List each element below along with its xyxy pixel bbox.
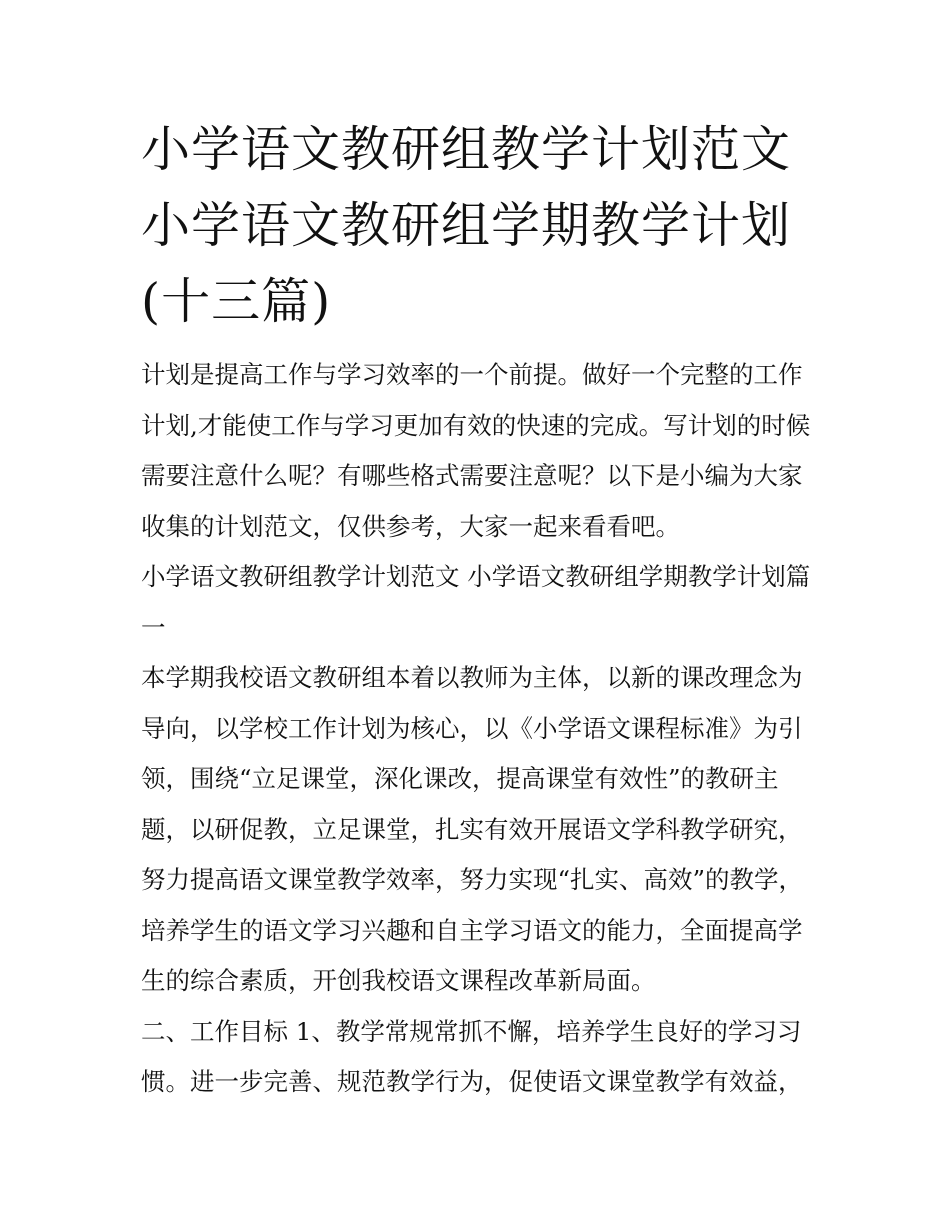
section-heading: 小学语文教研组教学计划范文 小学语文教研组学期教学计划篇一 xyxy=(141,562,811,642)
document-body xyxy=(141,350,821,1108)
intro-paragraph: 计划是提高工作与学习效率的一个前提。做好一个完整的工作计划,才能使工作与学习更加有效的快速的完成。写计划的时候需要注意什么呢？有哪些格式需要注意呢？以下是小编为大家收集的计划范文，仅供参考，大家一起来看看吧。 xyxy=(141,360,811,541)
body-paragraph: 二、工作目标 1、教学常规常抓不懈，培养学生良好的学习习惯。进一步完善、规范教学行为，促使语文课堂教学有效益， xyxy=(141,1016,803,1096)
document-page xyxy=(141,112,821,1108)
body-paragraph: 本学期我校语文教研组本着以教师为主体，以新的课改理念为导向，以学校工作计划为核心，以《小学语文课程标准》为引领，围绕“立足课堂，深化课改，提高课堂有效性”的教研主题，以研促教，立足课堂，扎实有效开展语文学科教学研究，努力提高语文课堂教学效率，努力实现“扎实、高效”的教学，培养学生的语文学习兴趣和自主学习语文的能力，全面提高学生的综合素质，开创我校语文课程改革新局面。 xyxy=(141,663,804,995)
document-title: 小学语文教研组教学计划范文 小学语文教研组学期教学计划 (十三篇) xyxy=(141,121,792,330)
